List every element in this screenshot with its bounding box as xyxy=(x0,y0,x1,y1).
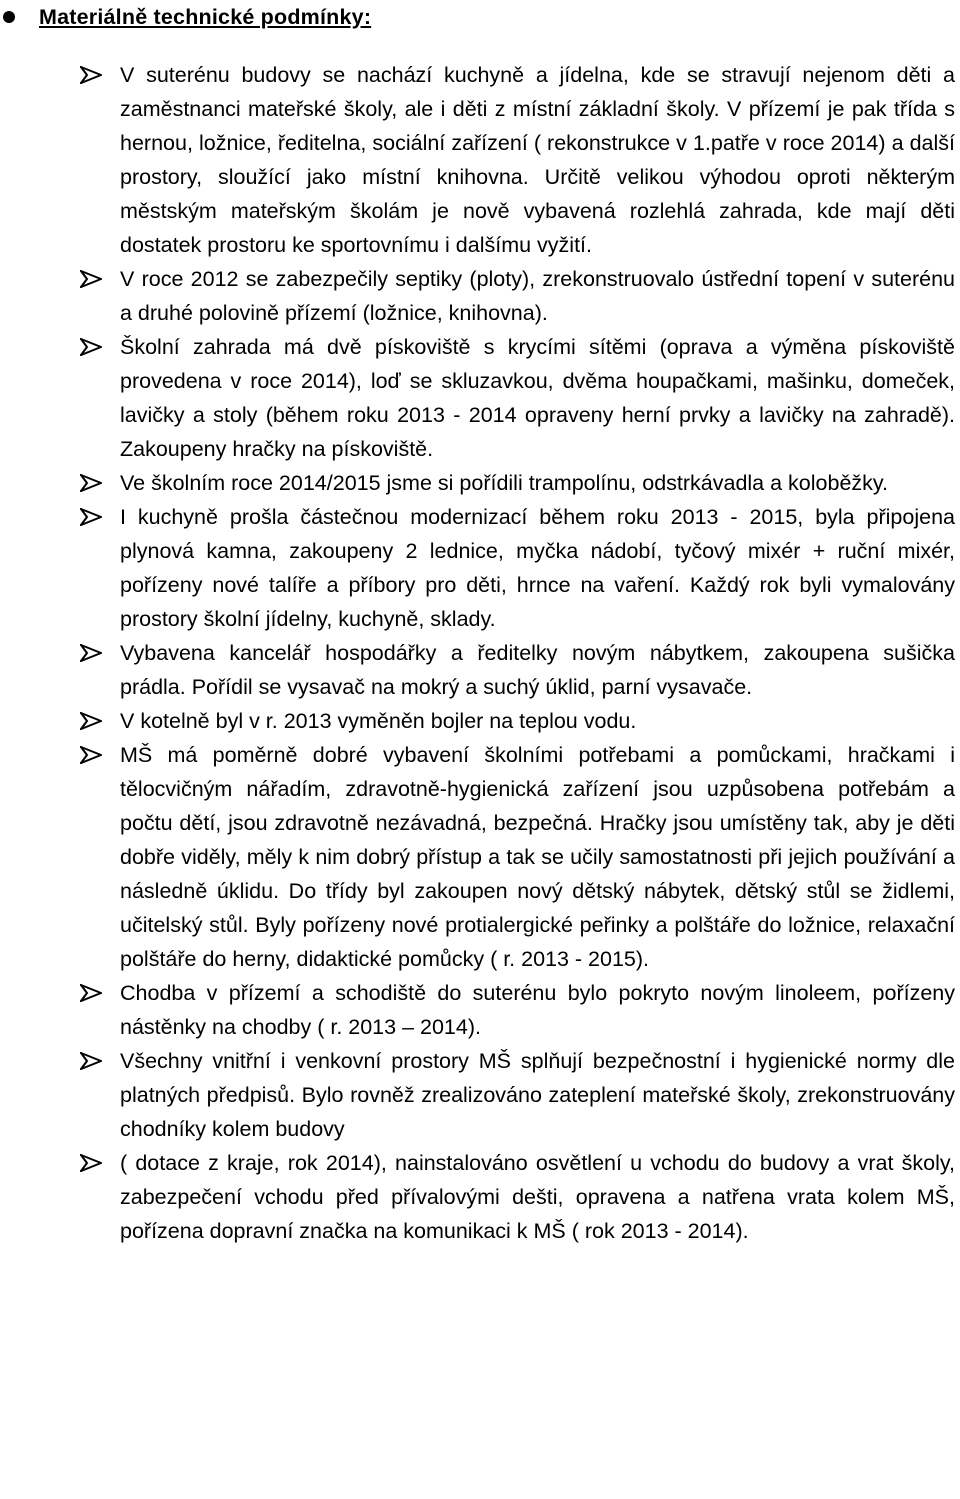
bullet-list xyxy=(0,58,960,1248)
list-item-text: Školní zahrada má dvě pískoviště s krycími sítěmi (oprava a výměna pískoviště provedena v roce 2014), loď se skluzavkou, dvěma houpačkami, mašinku, domeček, lavičky a stoly (během roku 2013 - 2014 opraveny herní prvky a lavičky na zahradě). Zakoupeny hračky na pískoviště. xyxy=(120,335,955,461)
arrowhead-bullet-icon xyxy=(80,338,102,356)
list-item-text: V suterénu budovy se nachází kuchyně a jídelna, kde se stravují nejenom děti a zaměstnanci mateřské školy, ale i děti z místní základní školy. V přízemí je pak třída s hernou, ložnice, ředitelna, sociální zařízení ( rekonstrukce v 1.patře v roce 2014) a další prostory, sloužící jako místní knihovna. Určitě velikou výhodou oproti některým městským mateřským školám je nově vybavená rozlehlá zahrada, kde mají děti dostatek prostoru ke sportovnímu i dalšímu vyžití. xyxy=(120,63,955,257)
list-item xyxy=(0,636,960,704)
bullet-dot-icon xyxy=(3,11,15,23)
list-item-text: ( dotace z kraje, rok 2014), nainstalováno osvětlení u vchodu do budovy a vrat školy, zabezpečení vchodu před přívalovými dešti, opravena a natřena vrata kolem MŠ, pořízena dopravní značka na komunikaci k MŠ ( rok 2013 - 2014). xyxy=(120,1151,955,1243)
arrowhead-bullet-icon xyxy=(80,474,102,492)
arrowhead-bullet-icon xyxy=(80,746,102,764)
list-item-text: V roce 2012 se zabezpečily septiky (ploty), zrekonstruovalo ústřední topení v suterénu a druhé polovině přízemí (ložnice, knihovna). xyxy=(120,267,955,325)
list-item-text: Vybavena kancelář hospodářky a ředitelky novým nábytkem, zakoupena sušička prádla. Pořídil se vysavač na mokrý a suchý úklid, parní vysavače. xyxy=(120,641,955,699)
list-item xyxy=(0,976,960,1044)
list-item-text: Všechny vnitřní i venkovní prostory MŠ splňují bezpečnostní i hygienické normy dle platných předpisů. Bylo rovněž zrealizováno zateplení mateřské školy, zrekonstruovány chodníky kolem budovy xyxy=(120,1049,955,1141)
list-item xyxy=(0,466,960,500)
list-item-text: MŠ má poměrně dobré vybavení školními potřebami a pomůckami, hračkami i tělocvičným nářadím, zdravotně-hygienická zařízení jsou uzpůsobena potřebám a počtu dětí, jsou zdravotně nezávadná, bezpečná. Hračky jsou umístěny tak, aby je děti dobře viděly, měly k nim dobrý přístup a tak se učily samostatnosti při jejich používání a následně úklidu. Do třídy byl zakoupen nový dětský nábytek, dětský stůl se židlemi, učitelský stůl. Byly pořízeny nové protialergické peřinky a polštáře do ložnice, relaxační polštáře do herny, didaktické pomůcky ( r. 2013 - 2015). xyxy=(120,743,955,971)
list-item-text: I kuchyně prošla částečnou modernizací během roku 2013 - 2015, byla připojena plynová kamna, zakoupeny 2 lednice, myčka nádobí, tyčový mixér + ruční mixér, pořízeny nové talíře a příbory pro děti, hrnce na vaření. Každý rok byli vymalovány prostory školní jídelny, kuchyně, sklady. xyxy=(120,505,955,631)
list-item xyxy=(0,704,960,738)
list-item xyxy=(0,500,960,636)
list-item xyxy=(0,58,960,262)
section-heading-text: Materiálně technické podmínky: xyxy=(39,4,372,29)
arrowhead-bullet-icon xyxy=(80,712,102,730)
arrowhead-bullet-icon xyxy=(80,508,102,526)
arrowhead-bullet-icon xyxy=(80,644,102,662)
list-item xyxy=(0,330,960,466)
list-item xyxy=(0,1044,960,1146)
arrowhead-bullet-icon xyxy=(80,1052,102,1070)
arrowhead-bullet-icon xyxy=(80,66,102,84)
list-item-text: V kotelně byl v r. 2013 vyměněn bojler na teplou vodu. xyxy=(120,709,637,733)
list-item xyxy=(0,1146,960,1248)
arrowhead-bullet-icon xyxy=(80,270,102,288)
list-item-text: Chodba v přízemí a schodiště do suterénu bylo pokryto novým linoleem, pořízeny nástěnky na chodby ( r. 2013 – 2014). xyxy=(120,981,955,1039)
arrowhead-bullet-icon xyxy=(80,984,102,1002)
list-item xyxy=(0,738,960,976)
list-item xyxy=(0,262,960,330)
section-heading xyxy=(0,2,371,32)
list-item-text: Ve školním roce 2014/2015 jsme si pořídili trampolínu, odstrkávadla a koloběžky. xyxy=(120,471,889,495)
arrowhead-bullet-icon xyxy=(80,1154,102,1172)
